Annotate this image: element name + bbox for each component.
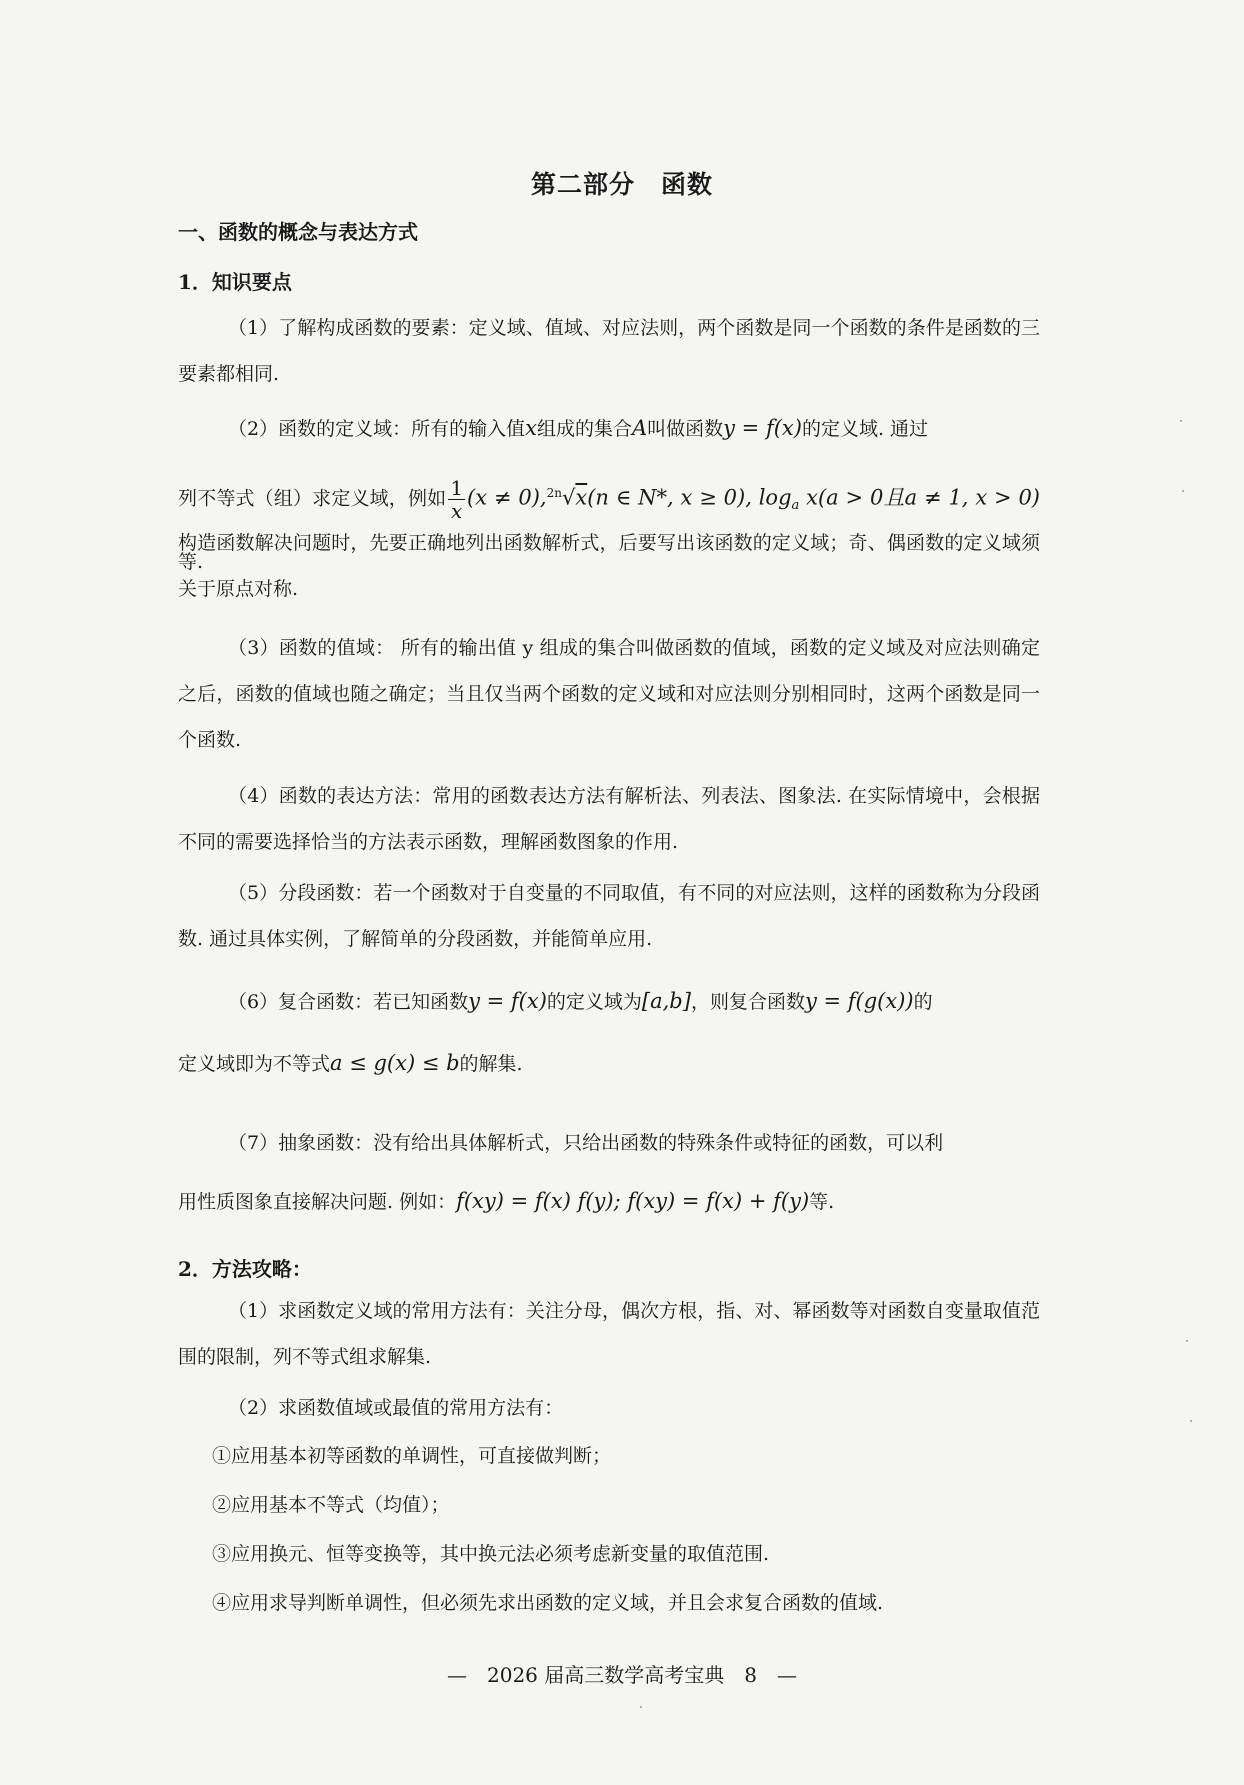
paragraph-5: （5）分段函数：若一个函数对于自变量的不同取值，有不同的对应法则，这样的函数称为分段函数. 通过具体实例，了解简单的分段函数，并能简单应用. — [178, 882, 1040, 950]
paragraph-3: （3）函数的值域： 所有的输出值 y 组成的集合叫做函数的值域，函数的定义域及对应法则确定之后，函数的值域也随之确定；当且仅当两个函数的定义域和对应法则分别相同时，这两个函数是同一个函数. — [178, 637, 1040, 751]
paragraph-6-line-2: 定义域即为不等式a ≤ g(x) ≤ b的解集. — [178, 1051, 523, 1075]
scan-speck — [1186, 1340, 1188, 1342]
paragraph-4: （4）函数的表达方法：常用的函数表达方法有解析法、列表法、图象法. 在实际情境中，会根据不同的需要选择恰当的方法表示函数，理解函数图象的作用. — [178, 785, 1040, 853]
root-icon: √ — [561, 485, 576, 510]
formula-yfx: y = f(x) — [723, 416, 802, 440]
scan-speck — [1190, 1420, 1192, 1422]
page-title — [0, 165, 1244, 201]
scan-speck — [640, 1706, 642, 1708]
paragraph-7-line-1: （7）抽象函数：没有给出具体解析式，只给出函数的特殊条件或特征的函数，可以利 — [228, 1132, 944, 1154]
scan-speck — [1180, 420, 1182, 422]
paragraph-2-line-1: （2）函数的定义域：所有的输入值x组成的集合A叫做函数y = f(x)的定义域. 通过 — [228, 416, 929, 440]
method-item-3: ③应用换元、恒等变换等，其中换元法必须考虑新变量的取值范围. — [212, 1543, 770, 1565]
subsection-heading-knowledge: 1．知识要点 — [178, 270, 292, 294]
section-heading: 一、函数的概念与表达方式 — [178, 220, 418, 244]
title-part: 第二部分 — [530, 170, 635, 199]
page-footer: — 2026 届高三数学高考宝典 8 — — [447, 1663, 797, 1687]
title-name: 函数 — [661, 170, 714, 199]
paragraph-2-line-2: 列不等式（组）求定义域，例如 $\frac{1}{x}$ (x ≠ 0),$^{2n}$√x(n ∈ N*, x ≥ 0), $\log_a x(a > 0$且a ≠ 1, x > 0)等. — [178, 475, 1040, 574]
method-item-4: ④应用求导判断单调性，但必须先求出函数的定义域，并且会求复合函数的值域. — [212, 1592, 884, 1614]
method-item-1: ①应用基本初等函数的单调性，可直接做判断； — [212, 1445, 612, 1467]
formula-fraction: $\frac{1}{x}$ — [450, 475, 464, 523]
method-1: （1）求函数定义域的常用方法有：关注分母，偶次方根，指、对、幂函数等对函数自变量取值范围的限制，列不等式组求解集. — [178, 1300, 1040, 1368]
paragraph-7-line-2: 用性质图象直接解决问题. 例如：f(xy) = f(x) f(y); f(xy) = f(x) + f(y)等. — [178, 1189, 835, 1213]
method-item-2: ②应用基本不等式（均值）； — [212, 1494, 450, 1516]
subsection-heading-methods: 2．方法攻略： — [178, 1257, 312, 1281]
scan-speck — [1182, 490, 1184, 492]
paragraph-1: （1）了解构成函数的要素：定义域、值域、对应法则，两个函数是同一个函数的条件是函数的三要素都相同. — [178, 317, 1040, 385]
paragraph-6-line-1: （6）复合函数：若已知函数y = f(x)的定义域为[a,b]，则复合函数y = f(g(x))的 — [228, 989, 933, 1013]
paragraph-2-rest: 构造函数解决问题时，先要正确地列出函数解析式，后要写出该函数的定义域；奇、偶函数的定义域须关于原点对称. — [178, 532, 1040, 600]
method-2: （2）求函数值域或最值的常用方法有： — [228, 1397, 564, 1419]
